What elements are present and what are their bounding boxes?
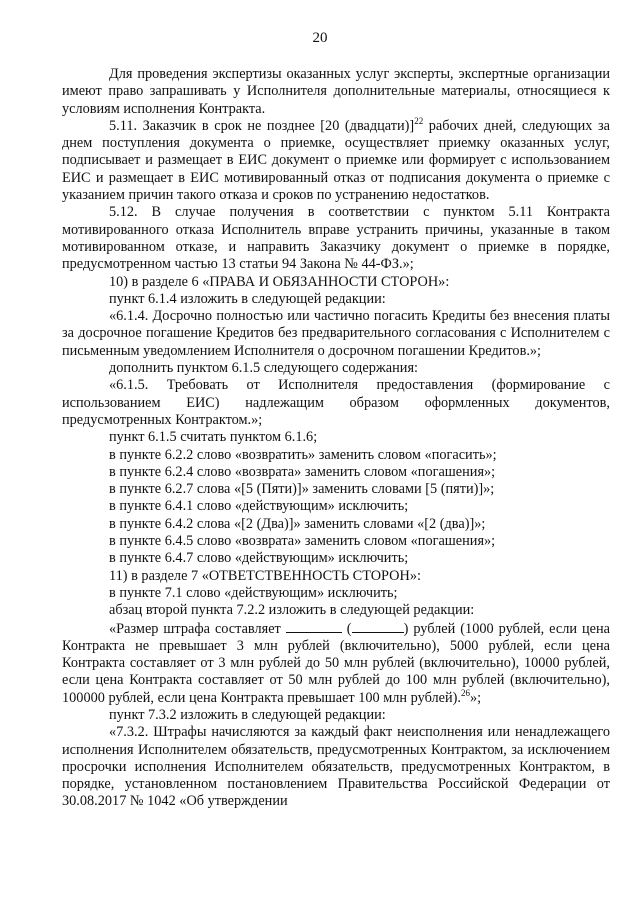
paragraph-6-4-7: в пункте 6.4.7 слово «действующим» исключить;	[109, 550, 409, 567]
paragraph-expertise: Для проведения экспертизы оказанных услуг эксперты, экспертные организации имеют право запрашивать у Исполнителя дополнительные материалы, относящиеся к условиям исполнения Контракта.	[62, 66, 610, 117]
paragraph-6-1-5-intro: дополнить пунктом 6.1.5 следующего содержания:	[109, 360, 418, 377]
page-number: 20	[312, 30, 328, 46]
paragraph-5-12: 5.12. В случае получения в соответствии с пунктом 5.11 Контракта мотивированного отказа Исполнитель вправе устранить причины, указанные в таком мотивированном отказе, и направить Заказчику документ о приемке в порядке, предусмотренном частью 13 статьи 94 Закона № 44-ФЗ.»;	[62, 204, 610, 273]
fine-end: »;	[469, 689, 482, 706]
paragraph-7-1: в пункте 7.1 слово «действующим» исключить;	[109, 584, 398, 601]
paragraph-6-1-4-intro: пункт 6.1.4 изложить в следующей редакции:	[109, 290, 386, 307]
paragraph-5-11-start: 5.11. Заказчик в срок не позднее [20 (двадцати)]	[109, 117, 415, 134]
paragraph-section-6: 10) в разделе 6 «ПРАВА И ОБЯЗАННОСТИ СТОРОН»:	[109, 273, 450, 290]
paragraph-section-7: 11) в разделе 7 «ОТВЕТСТВЕННОСТЬ СТОРОН»:	[109, 567, 421, 584]
fine-blank-amount	[286, 620, 342, 633]
paragraph-6-2-4: в пункте 6.2.4 слово «возврата» заменить словом «погашения»;	[109, 463, 496, 480]
paragraph-5-11-tail: рабочих дней, следующих за днем поступления документа о приемке, осуществляет приемку оказанных услуг, подписывает и размещает в ЕИС документ о приемке или формирует с использованием ЕИС и размещает в ЕИС мотивированный отказ от подписания документа о приемке с указанием причин такого отказа и сроков по устранению недостатков.	[62, 117, 611, 204]
footnote-ref-26: 26	[460, 687, 470, 698]
fine-blank-words	[352, 620, 404, 633]
paragraph-6-2-2: в пункте 6.2.2 слово «возвратить» заменить словом «погасить»;	[109, 446, 497, 463]
paragraph-6-4-2: в пункте 6.4.2 слова «[2 (Два)]» заменить словами «[2 (два)]»;	[109, 515, 486, 532]
paragraph-renumber: пункт 6.1.5 считать пунктом 6.1.6;	[109, 429, 318, 446]
paragraph-7-3-2-intro: пункт 7.3.2 изложить в следующей редакции:	[109, 706, 386, 723]
paragraph-6-4-5: в пункте 6.4.5 слово «возврата» заменить словом «погашения»;	[109, 533, 496, 550]
paragraph-6-4-1: в пункте 6.4.1 слово «действующим» исключить;	[109, 498, 409, 515]
document-body	[62, 66, 610, 811]
fine-start: «Размер штрафа составляет	[109, 620, 286, 637]
paragraph-5-11	[62, 118, 610, 204]
paragraph-6-1-4: «6.1.4. Досрочно полностью или частично погасить Кредиты без внесения платы за досрочное погашение Кредитов без предварительного согласования с Исполнителем с письменным уведомлением Исполнителя о досрочном погашении Кредитов.»;	[62, 308, 610, 359]
paragraph-6-2-7: в пункте 6.2.7 слова «[5 (Пяти)]» заменить словами [5 (пяти)]»;	[109, 481, 495, 498]
fine-open-paren: (	[341, 620, 352, 637]
footnote-ref-22: 22	[414, 116, 424, 127]
paragraph-7-2-2-intro: абзац второй пункта 7.2.2 изложить в следующей редакции:	[109, 602, 475, 619]
paragraph-fine-amount	[62, 620, 610, 707]
paragraph-6-1-5: «6.1.5. Требовать от Исполнителя предоставления (формирование с использованием ЕИС) надлежащим образом оформленных документов, предусмотренных Контрактом.»;	[62, 377, 610, 428]
paragraph-7-3-2: «7.3.2. Штрафы начисляются за каждый факт неисполнения или ненадлежащего исполнения Исполнителем обязательств, предусмотренных Контрактом, за исключением просрочки исполнения Исполнителем обязательств, предусмотренных Контрактом, в порядке, установленном постановлением Правительства Российской Федерации от 30.08.2017 № 1042 «Об утверждении	[62, 724, 610, 810]
fine-middle: ) рублей (1000 рублей, если цена Контракта не превышает 3 млн рублей (включительно), 5000 рублей, если цена Контракта составляет от 3 млн рублей до 50 млн рублей (включительно), 10000 рублей, если цена Контракта составляет от 50 млн рублей до 100 млн рублей (включительно), 100000 рублей, если цена Контракта превышает 100 млн рублей).	[62, 620, 610, 706]
